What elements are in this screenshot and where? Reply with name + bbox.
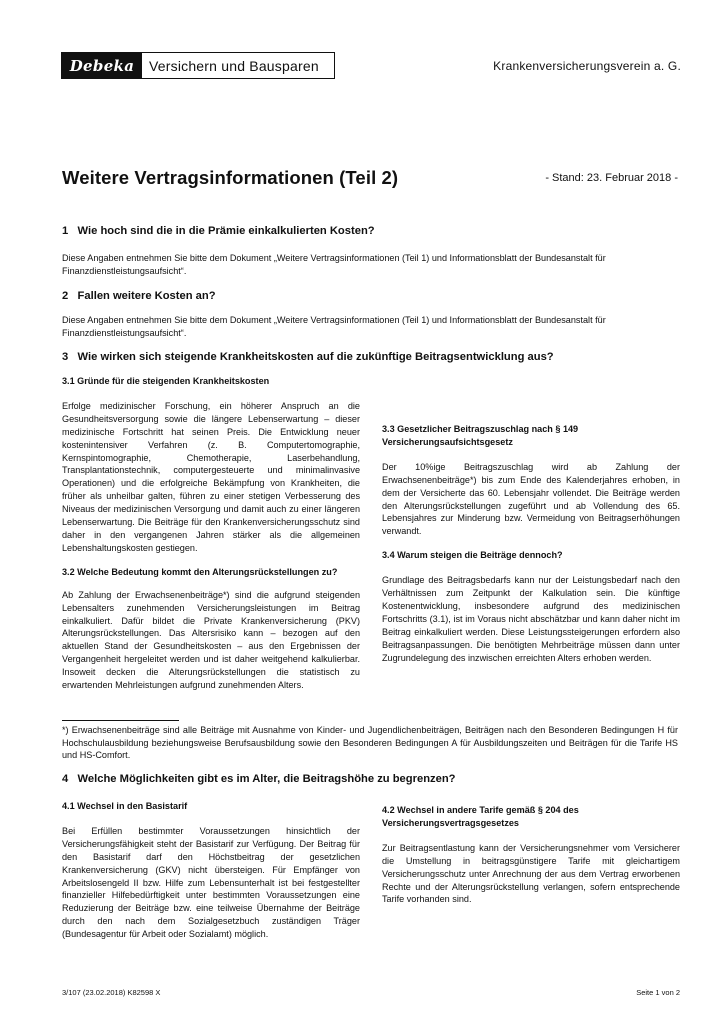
section-3-3-body: Der 10%ige Beitragszuschlag wird ab Zahlung der Erwachsenenbeiträge*) bis zum Ende des Kalenderjahres erhoben, in dem der Versicherte das 60. Lebensjahr vollendet. Die Beiträge werden den Alterungsrückstellungen zugeführt und ab Vollendung des 65. Lebensjahres zur Minderung bzw. Vermeidung von Beitragserhöhungen verwandt.	[382, 461, 680, 537]
section-3-1-body: Erfolge medizinischer Forschung, ein höherer Anspruch an die Gesundheitsversorgung sowie die längere Lebenserwartung – dieser medizinische Fortschritt hat seinen Preis. Die Entwicklung neuer kostenintensiver Verfahren (z. B. Computertomographie, Kernspintomographie, Chemotherapie, Laserbehandlung, Transplantationstechnik, computergesteuerte und minimalinvasive Operationen) und die erfolgreiche Bekämpfung von Krankheiten, die früher als unheilbar galten, führen zu einer stetigen Verbesserung des Niveaus der medizinischen Versorgung und damit auch zu einer längeren Lebenserwartung. Die Beiträge für den Krankenversicherungsschutz sind daher in den vergangenen Jahren stärker als die allgemeinen Lebenshaltungskosten gestiegen.	[62, 400, 360, 553]
stand-date: - Stand: 23. Februar 2018 -	[545, 172, 678, 184]
section-3-4-body: Grundlage des Beitragsbedarfs kann nur der Leistungsbedarf nach den Verhältnissen zum Zeitpunkt der Kalkulation sein. Die künftige Kostenentwicklung, insbesondere aufgrund des medizinischen Fortschritts (3.1), ist im Voraus nicht abschätzbar und kann daher nicht im Beitrag einkalkuliert werden. Diese Leistungssteigerungen erfordern also Beitragsanpassungen. Die benötigten Mehrbeiträge müssen dann unter Zugrundelegung des inzwischen erreichten Alters erhoben werden.	[382, 575, 680, 663]
page-number: Seite 1 von 2	[636, 988, 680, 997]
section-1-heading: 1 Wie hoch sind die in die Prämie einkalkulierten Kosten?	[62, 225, 375, 237]
section-3-left-column	[62, 375, 360, 703]
logo-slogan: Versichern und Bausparen	[149, 57, 319, 74]
section-4-heading: 4 Welche Möglichkeiten gibt es im Alter, die Beitragshöhe zu begrenzen?	[62, 773, 456, 785]
footnote-divider	[62, 720, 179, 721]
section-4-left-column	[62, 800, 360, 952]
section-3-4-heading: 3.4 Warum steigen die Beiträge dennoch?	[382, 550, 563, 561]
logo-brand: Debeka	[62, 53, 142, 78]
section-3-heading: 3 Wie wirken sich steigende Krankheitskosten auf die zukünftige Beitragsentwicklung aus?	[62, 351, 554, 363]
form-code: 3/107 (23.02.2018) K82598 X	[62, 988, 161, 997]
section-3-2-body: Ab Zahlung der Erwachsenenbeiträge*) sind die aufgrund steigenden Lebensalters zunehmenden Versicherungsleistungen im Beitrag einkalkuliert. Dafür bildet die Private Krankenversicherung (PKV) Alterungsrückstellungen. Das Altersrisiko kann – bezogen auf den aktuellen Stand der Gesundheitskosten – aus den Ergebnissen der Vergangenheit hergeleitet werden und ist daher weitgehend kalkulierbar. Insoweit decken die Alterungsrückstellungen die statistisch zu erwartenden Mehrleistungen aufgrund zunehmenden Alters.	[62, 589, 360, 691]
section-2-heading: 2 Fallen weitere Kosten an?	[62, 290, 216, 302]
section-4-right-column	[382, 804, 680, 917]
footnote-text: *) Erwachsenenbeiträge sind alle Beiträge mit Ausnahme von Kinder- und Jugendlichenbeiträgen, Beiträgen nach den Besonderen Bedingungen H für Hochschulausbildung beziehungsweise Berufsausbildung sowie den Besonderen Bedingungen A für Ausbildungszeiten und Beiträgen für die Tarife HS und HS-Comfort.	[62, 725, 678, 760]
section-4-2-body: Zur Beitragsentlastung kann der Versicherungsnehmer vom Versicherer die Umstellung in beitragsgünstigere Tarife mit gleichartigem Versicherungsschutz unter Anrechnung der aus dem Vertrag erworbenen Rechte und der Alterungsrückstellung verlangen, sofern entsprechende Tarife vorhanden sind.	[382, 842, 680, 905]
section-3-3-heading: 3.3 Gesetzlicher Beitragszuschlag nach § 149 Versicherungsaufsichtsgesetz	[382, 424, 579, 447]
section-3-1-heading: 3.1 Gründe für die steigenden Krankheitskosten	[62, 376, 270, 386]
section-4-1-heading: 4.1 Wechsel in den Basistarif	[62, 801, 188, 811]
section-4-2-heading: 4.2 Wechsel in andere Tarife gemäß § 204 des Versicherungsvertragsgesetzes	[382, 805, 579, 828]
section-1-body: Diese Angaben entnehmen Sie bitte dem Dokument „Weitere Vertragsinformationen (Teil 1) und Informationsblatt der Bundesanstalt für Finanzdienstleistungsaufsicht“.	[62, 253, 606, 276]
page-title: Weitere Vertragsinformationen (Teil 2)	[62, 167, 399, 188]
section-4-1-body: Bei Erfüllen bestimmter Voraussetzungen hinsichtlich der Versicherungsfähigkeit steht der Basistarif zur Verfügung. Der Beitrag für den Basistarif darf den Höchstbeitrag der gesetzlichen Krankenversicherung (GKV) nicht übersteigen. Für Empfänger von Arbeitslosengeld II bzw. Hilfe zum Lebensunterhalt ist bei festgestellter finanzieller Hilfebedürftigkeit unter bestimmten Voraussetzungen eine Reduzierung der Beiträge bzw. eine teilweise Übernahme der Beiträge durch den nach dem Sozialgesetzbuch zuständigen Träger (Bundesagentur für Arbeit oder Sozialamt) möglich.	[62, 825, 360, 940]
section-3-right-column	[382, 423, 680, 676]
section-2-body: Diese Angaben entnehmen Sie bitte dem Dokument „Weitere Vertragsinformationen (Teil 1) und Informationsblatt der Bundesanstalt für Finanzdienstleistungsaufsicht“.	[62, 315, 606, 338]
section-3-2-heading: 3.2 Welche Bedeutung kommt den Alterungsrückstellungen zu?	[62, 566, 338, 577]
debeka-logo	[61, 52, 335, 79]
company-name: Krankenversicherungsverein a. G.	[493, 59, 681, 73]
